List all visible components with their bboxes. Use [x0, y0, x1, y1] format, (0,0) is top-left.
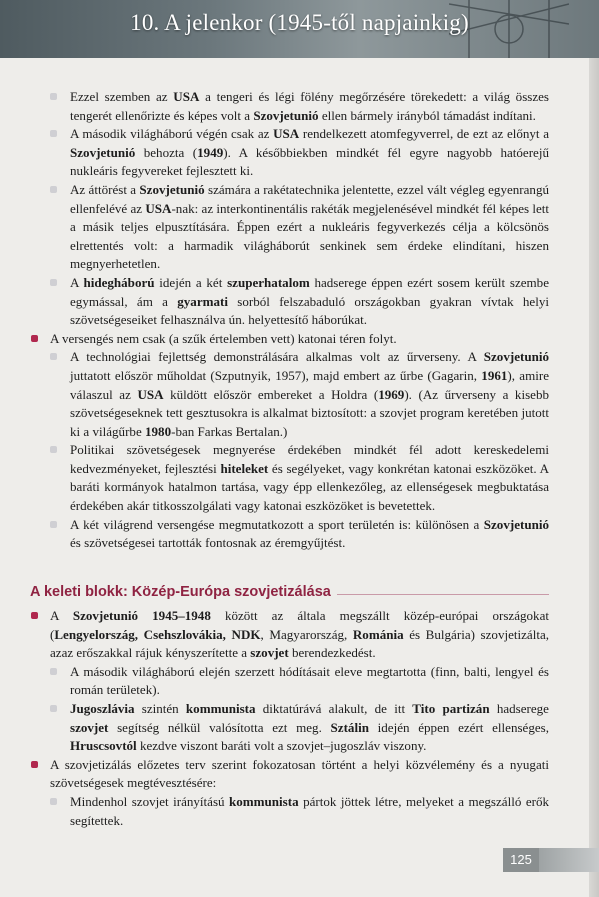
- page-number: 125: [503, 848, 539, 872]
- bullet-icon: [50, 186, 57, 193]
- main-text-bottom: [30, 607, 549, 830]
- chapter-title: 10. A jelenkor (1945-től napjainkig): [130, 10, 469, 35]
- bullet-icon: [50, 521, 57, 528]
- section-heading: [30, 584, 549, 600]
- list-item: A szovjetizálás előzetes terv szerint fokozatosan történt a helyi közvélemény és a nyugati szövetségesek megtévesztésére:: [30, 756, 549, 793]
- bullet-icon: [50, 93, 57, 100]
- main-text-top: [30, 88, 549, 553]
- page-edge-strip: [589, 58, 599, 897]
- section-rule: [337, 594, 549, 595]
- bullet-icon: [50, 705, 57, 712]
- list-item: A két világrend versengése megmutatkozott a sport területén is: különösen a Szovjetunió és szövetségesei tartották fontosnak az éremgyűjtést.: [30, 516, 549, 553]
- section-title: A keleti blokk: Közép-Európa szovjetizálása: [30, 584, 331, 600]
- list-item: Ezzel szemben az USA a tengeri és légi fölény megőrzésére törekedett: a világ összes tengerét ellenőrizte és képes volt a Szovjetunió ellen bármely irányból támadást indítani.: [30, 88, 549, 125]
- bullet-icon: [31, 335, 38, 342]
- bullet-icon: [50, 279, 57, 286]
- list-item: A versengés nem csak (a szűk értelemben vett) katonai téren folyt.: [30, 330, 549, 349]
- list-item: A második világháború végén csak az USA rendelkezett atomfegyverrel, de ezt az előnyt a Szovjetunió behozta (1949). A későbbiekben mindkét fél egyre nagyobb hatóerejű nukleáris fegyvereket fejlesztett ki.: [30, 125, 549, 181]
- bullet-icon: [31, 761, 38, 768]
- page-number-bar: [539, 848, 599, 872]
- bullet-icon: [50, 353, 57, 360]
- list-item: A Szovjetunió 1945–1948 között az általa megszállt közép-európai országokat (Lengyelország, Csehszlovákia, NDK, Magyarország, Románia és Bulgária) szovjetizálta, azaz erőszakkal rájuk kényszerítette a szovjet berendezkedést.: [30, 607, 549, 663]
- bullet-icon: [50, 798, 57, 805]
- list-item: A második világháború elején szerzett hódításait eleve megtartotta (finn, balti, lengyel és román területek).: [30, 663, 549, 700]
- list-item: A technológiai fejlettség demonstrálására alkalmas volt az űrverseny. A Szovjetunió juttatott először műholdat (Szputnyik, 1957), majd embert az űrbe (Gagarin, 1961), amire válaszul az USA küldött először embereket a Holdra (1969). (Az űrverseny a kisebb szövetségeseknek tett gesztusokra is alkalmat biztosított: a szovjet program keretében jutott ki a világűrbe 1980-ban Farkas Bertalan.): [30, 348, 549, 441]
- list-item: Mindenhol szovjet irányítású kommunista pártok jöttek létre, melyeket a megszálló erők segítettek.: [30, 793, 549, 830]
- bullet-icon: [31, 612, 38, 619]
- bullet-icon: [50, 446, 57, 453]
- list-item: Az áttörést a Szovjetunió számára a rakétatechnika jelentette, ezzel vált végleg egyenrangú ellenfelévé az USA-nak: az interkontinentális rakéták megjelenésével mindkét fél képes lett a másik teljes elpusztítására. Éppen ezért a nukleáris fegyverkezés célja a kölcsönös elrettentés volt: a harmadik világháborút senkinek sem érdeke elindítani, hiszen megnyerhetetlen.: [30, 181, 549, 274]
- list-item: A hidegháború idején a két szuperhatalom hadserege éppen ezért sosem került szembe egymással, ám a gyarmati sorból felszabaduló országokban gyakran vívtak helyi szövetségeseiket felhasználva ún. helyettesítő háborúkat.: [30, 274, 549, 330]
- list-item: Jugoszlávia szintén kommunista diktatúrává alakult, de itt Tito partizán hadserege szovjet segítség nélkül valósította ezt meg. Sztálin idején éppen ezért ellenséges, Hruscsovtól kezdve viszont baráti volt a szovjet–jugoszláv viszony.: [30, 700, 549, 756]
- list-item: Politikai szövetségesek megnyerése érdekében mindkét fél adott kereskedelemi kedvezményeket, fejlesztési hiteleket és segélyeket, vagy konkrétan katonai eszközöket. A baráti kormányok hatalmon tartása, vagy épp ellenkezőleg, az ellenségesek megbuktatása érdekében akár titkosszolgálati vagy katonai eszközöket is bevetettek.: [30, 441, 549, 515]
- bullet-icon: [50, 130, 57, 137]
- page-header: [0, 0, 599, 58]
- bullet-icon: [50, 668, 57, 675]
